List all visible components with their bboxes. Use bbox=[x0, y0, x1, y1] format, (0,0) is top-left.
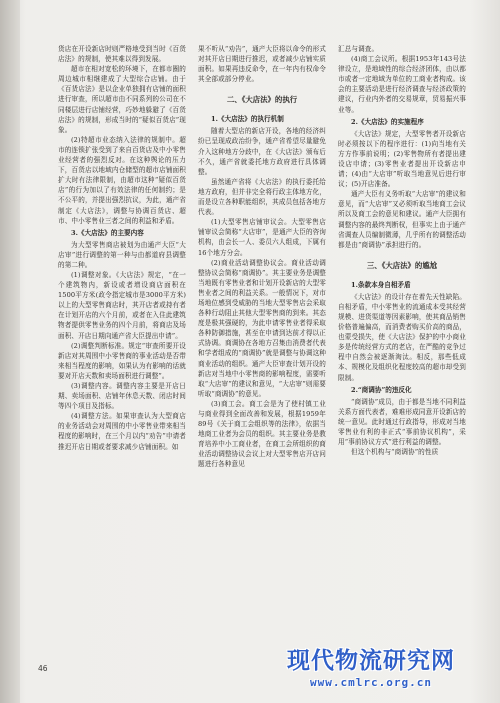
subsection-heading: 2.“商调协”的违反化 bbox=[351, 385, 412, 394]
page-number: 46 bbox=[38, 664, 48, 673]
subsection-heading: 1.《大店法》的执行机制 bbox=[211, 115, 284, 124]
column-1 bbox=[58, 44, 186, 644]
section-heading: 二、《大店法》的执行 bbox=[226, 95, 298, 105]
paragraph: 随着大型店的新店开设，各地的经济纠纷已呈现成政治纷争，通产省希望尽量避免介入这种地方分歧中，在《大店法》颁布后不久，通产省就委托地方政府进行具体调整。 bbox=[198, 127, 326, 176]
paragraph: (4)调整方法。如果审查认为大型商店的业务活动会对周围的中小零售业带来相当程度的影响时，在三个月以内“劝告”申请者推迟开店日期或者要求减少店铺面积。如 bbox=[58, 412, 186, 451]
watermark-url: www.cmlrc.org.cn bbox=[310, 676, 432, 689]
paragraph: 通产大臣有义务听取“大店审”的建议和意见，而“大店审”又必须听取当地商工会议所以及商工会的意见和建议。通产大臣拥有调整内容的最终判断权，但事实上由于通产省调查人员编制微薄，几乎所有的调整活动都是由“商调协”承担进行的。 bbox=[338, 190, 466, 249]
column-2 bbox=[198, 44, 326, 644]
paragraph: 但这个机构与“商调协”的性质 bbox=[351, 448, 439, 457]
paragraph: 汇总与调查。 bbox=[338, 45, 379, 53]
paragraph: 超市在相对宽松的环境下，在都市圈的周边城市相继建成了大型综合店铺。由于《百货店法》是以企业单独拥有店铺的面积进行审查，所以超市由不同系列的公司在不同楼层进行店铺经营，巧妙地躲避了《百货店法》的规制，形成当时的“疑似百货店”现象。 bbox=[58, 65, 186, 134]
paragraph: (3)调整内容。调整内容主要是开店日期、卖场面积、店铺年休息天数、闭店时间等四个项目及指标。 bbox=[58, 382, 186, 411]
paragraph: 果不听从“劝告”，通产大臣将以命令的形式对其开店日期进行推迟，或者减少店铺实质面积。如果再违反命令，在一年内有权命令其全部或部分停业。 bbox=[198, 45, 326, 84]
paragraph: 为大型零售商店被划为由通产大臣“大店审”进行调整的第一种与由都道府县调整的第二种。 bbox=[58, 240, 186, 269]
subsection-heading: 1.条款本身自相矛盾 bbox=[351, 280, 411, 289]
paragraph: (2)调整判断标准。规定“审查所要开设新店对其周围中小零售商的事业活动是否带来相当程度的影响，如果认为有影响的话就要对开店天数和卖场面积进行调整”。 bbox=[58, 341, 186, 380]
watermark-title: 现代物流研究网 bbox=[287, 648, 455, 674]
paragraph: (1)调整对象。《大店法》规定，“在一个建筑物内，新设或者增设商店面积在1500平方米(政令指定城市是3000平方米)以上的大型零售商店时，其开店者或持有者在计划开店的六个月前，或者在入住此建筑物者提供零售业务的四个月前，将商店及场面积、开店日期向通产省大臣提出申请”。 bbox=[58, 270, 186, 340]
book-spine-shadow bbox=[0, 0, 20, 703]
subsection-heading: 3.《大店法》的主要内容 bbox=[71, 228, 144, 237]
paragraph: (4)商工会议所。根据1953年143号法律设立，是地域性的综合经济团体，由以都市或者一定地域为单位的工商业者构成。该会的主要活动是进行经济调查与经济政策的建议，行业内外者的交易规章，贸易振兴事业等。 bbox=[338, 55, 466, 114]
paragraph: (2)商业活动调整协议会。商业活动调整协议会简称“商调协”。其主要业务是调整当地既有零售业者和计划开设新店的大型零售业者之间的利益关系。一般情况下，对市场地位感到受威胁的当地大型零售店会采取各种行动阻止其他大型零售商的到来。其态度是极其强硬的，为此申请零售业者得采取各种防御措施，甚至在申请到达前才得以正式协调。商调协在各地方召集由消费者代表和学者组成的“商调协”就是调整与协调这种商业活动的组织。通产大臣审查计划开设的新店对当地中小零售商的影响程度，需要听取“大店审”的建议和意见，“大店审”则需要听取“商调协”的意见。 bbox=[198, 258, 326, 398]
watermark bbox=[246, 646, 496, 700]
paragraph: (1)大型零售店铺审议会。大型零售店铺审议会简称“大店审”，是通产大臣的咨询机构，由会长一人、委员六人组成，下属有16个地方分会。 bbox=[198, 218, 326, 257]
paragraph: 虽然通产省将《大店法》的执行委托给地方政府，但并非完全将行政主体地方化，而是设立各种职能组织，其成员包括各地方代表。 bbox=[198, 177, 326, 217]
paragraph: (2)特超市业态纳入法律的规制中。超市的连锁扩张受到了来自百货店及中小零售业经营者的强烈反对。在这种舆论的压力下，百货店以地域内仓储型的超市店铺面积扩大时有法律限制，由超市这种“疑似百货店”的行为加以了有效法律的任何制约；是不公平的，并提出强烈抗议，为此，通产省制定《大店法》，调整与协调百货店、超市、中小零售业三者之间的利益和矛盾。 bbox=[58, 135, 186, 225]
section-heading: 三、《大店法》的尴尬 bbox=[366, 260, 438, 270]
text-columns bbox=[58, 44, 468, 644]
paragraph: 《大店法》的设计存在着先天性缺陷。自相矛盾，中小零售业的流通成本受其经营规模、进货渠道等因素影响，使其商品销售价格普遍偏高，而消费者购买价高的商品，也蒙受损失，使《大店法》保护的中小商业多是传统经营方式的老店，在严酷的竞争过程中自然会被逐渐淘汰。相反，那些低成本、规模化及组织化程度较高的超市却受到限制。 bbox=[338, 292, 466, 382]
paragraph: (3)商工会。商工会是为了使村镇工业与商业得到全面改善和发展，根据1959年89号《关于商工会组织等的法律》，依据当地商工业者为会员的组织。其主要业务是教育培养中小工商业者，在商工会所组织的商业活动调整协议会议上对大型零售店开店问题进行各种意见 bbox=[198, 399, 326, 469]
subsection-heading: 2.《大店法》的实施程序 bbox=[351, 117, 424, 126]
paragraph: 货店在开设新店时则严格地受到当时《百货店法》的规制，使其难以得到发展。 bbox=[58, 45, 186, 64]
column-3 bbox=[338, 44, 466, 644]
paragraph: “商调协”成员，由于都是当地不同利益关系方面代表者，难难形成同意开设新店的统一意见。此时通过行政指导，形成对当地零售业有利的非正式“事前协议机构”，采用“事前协议方式”进行利益的调整。 bbox=[338, 397, 466, 446]
paragraph: 《大店法》规定，大型零售者开设新店时必须按以下的程序进行：(1)向当地有关方方作事前说明；(2)零售物所有者提出建设店申请；(3)零售业者提出开设新店申请；(4)由“大店审”听取当地意见后进行审议；(5)开店准备。 bbox=[338, 129, 466, 189]
